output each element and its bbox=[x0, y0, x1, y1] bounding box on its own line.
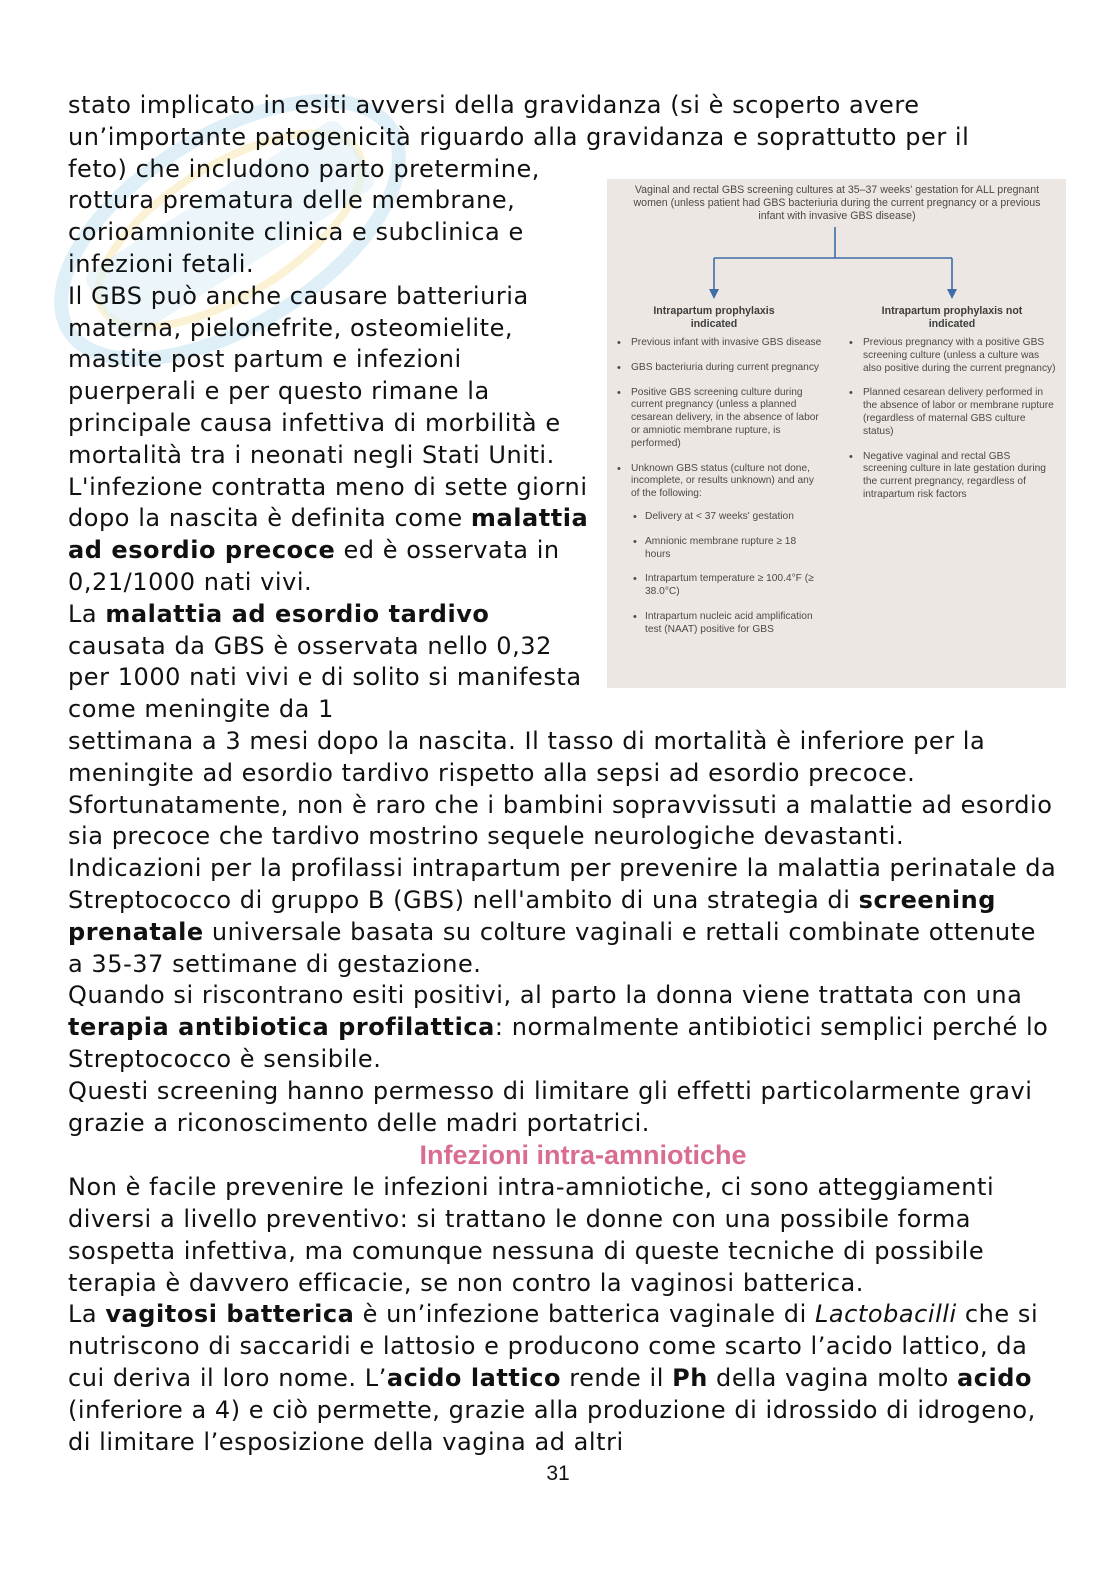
figure-top-text: Vaginal and rectal GBS screening cultures at 35–37 weeks' gestation for ALL pregnant women (unless patient had GBS bacteriuria during the current pregnancy or a previous infant with invasive GBS disease) bbox=[633, 184, 1041, 222]
sub-list-item: • Intrapartum nucleic acid amplification test (NAAT) positive for GBS bbox=[631, 611, 823, 637]
paragraph bbox=[68, 90, 1058, 122]
paragraph: feto) che includono parto pretermine, rottura prematura delle membrane, corioamnionite clinica e subclinica e infezioni fetali. bbox=[68, 154, 540, 278]
list-item: • Previous pregnancy with a positive GBS screening culture (unless a culture was also positive during the current pregnancy) bbox=[847, 337, 1057, 375]
text-span: Quando si riscontrano esiti positivi, al parto la donna viene trattata con una bbox=[68, 981, 1023, 1010]
text-span: causata da GBS è osservata nello 0,32 per 1000 nati vivi e di solito si manifesta come meningite da 1 bbox=[68, 631, 582, 724]
text-span: : normalmente antibiotici semplici perché lo Streptococco è sensibile. bbox=[68, 1013, 1049, 1073]
list-item: • Planned cesarean delivery performed in the absence of labor or membrane rupture (regardless of maternal GBS culture status) bbox=[847, 387, 1057, 438]
bold-term: malattia ad esordio tardivo bbox=[105, 599, 490, 628]
paragraph: Questi screening hanno permesso di limitare gli effetti particolarmente gravi grazie a riconoscimento delle madri portatrici. bbox=[68, 1076, 1033, 1137]
section-heading: Infezioni intra-amniotiche bbox=[419, 1140, 747, 1171]
text-line: un’importante patogenicità riguardo alla gravidanza e soprattutto per il bbox=[68, 122, 970, 151]
list-item bbox=[615, 463, 823, 637]
paragraph bbox=[68, 1299, 1058, 1458]
text-line: stato implicato in esiti avversi della gravidanza (si è scoperto avere bbox=[68, 91, 920, 119]
sub-list-item: • Delivery at < 37 weeks' gestation bbox=[631, 511, 823, 524]
sub-list-item: • Amnionic membrane rupture ≥ 18 hours bbox=[631, 536, 823, 562]
text-span: rende il bbox=[561, 1364, 673, 1393]
list-item: • Positive GBS screening culture during current pregnancy (unless a planned cesarean delivery, in the absence of labor or amniotic membrane rupture, is performed) bbox=[615, 387, 823, 451]
bold-term: malattia ad esordio precoce bbox=[68, 504, 589, 565]
text-span: della vagina molto bbox=[707, 1364, 957, 1393]
text-span: è un’infezione batterica vaginale di bbox=[354, 1300, 815, 1329]
left-column-list bbox=[615, 337, 823, 649]
list-item: • GBS bacteriuria during current pregnancy bbox=[615, 362, 823, 375]
paragraph: Il GBS può anche causare batteriuria materna, pielonefrite, osteomielite, mastite post partum e infezioni puerperali e per questo rimane la principale causa infettiva di morbilità e mortalità tra i neonati negli Stati Uniti. bbox=[68, 281, 561, 469]
paragraph bbox=[68, 980, 1058, 1075]
sub-list bbox=[631, 511, 823, 637]
paragraph: settimana a 3 mesi dopo la nascita. Il tasso di mortalità è inferiore per la meningite ad esordio tardivo rispetto alla sepsi ad esordio precoce. Sfortunatamente, non è raro che i bambini sopravvissuti a malattie ad esordio sia precoce che tardivo mostrino sequele neurologiche devastanti. bbox=[68, 726, 1053, 851]
paragraph: Non è facile prevenire le infezioni intra-amniotiche, ci sono atteggiamenti diversi a livello preventivo: si trattano le donne con una possibile forma sospetta infettiva, ma comunque nessuna di queste tecniche di possibile terapia è davvero efficacie, se non contro la vaginosi batterica. bbox=[68, 1173, 995, 1297]
bold-term: screening prenatale bbox=[68, 885, 997, 946]
text-span: La bbox=[68, 1300, 106, 1329]
text-span: ed è osservata in 0,21/1000 nati vivi. bbox=[68, 536, 560, 596]
bold-term: acido bbox=[957, 1364, 1033, 1393]
gbs-screening-figure bbox=[607, 179, 1066, 688]
list-item: • Previous infant with invasive GBS disease bbox=[615, 337, 823, 350]
text-span: che si nutriscono di saccaridi e lattosio e producono come scarto l’acido lattico, da cui deriva il loro nome. L’ bbox=[68, 1300, 1039, 1393]
sub-list-item: • Intrapartum temperature ≥ 100.4°F (≥ 38.0°C) bbox=[631, 573, 823, 599]
bold-term: terapia antibiotica profilattica bbox=[68, 1013, 495, 1042]
list-item: • Negative vaginal and rectal GBS screening culture in late gestation during the current pregnancy, regardless of intrapartum risk factors bbox=[847, 451, 1057, 502]
text-span: universale basata su colture vaginali e rettali combinate ottenute a 35-37 settimane di gestazione. bbox=[68, 917, 1036, 978]
bold-term: Ph bbox=[672, 1364, 708, 1393]
arrow-left-head-icon bbox=[709, 289, 719, 299]
left-column-heading: Intrapartum prophylaxis indicated bbox=[653, 305, 775, 330]
paragraph bbox=[68, 599, 593, 726]
list-item-text: Unknown GBS status (culture not done, incomplete, or results unknown) and any of the following: bbox=[631, 462, 814, 500]
arrow-right-head-icon bbox=[947, 289, 957, 299]
bold-term: vagitosi batterica bbox=[105, 1300, 355, 1329]
paragraph bbox=[68, 122, 1058, 154]
paragraph bbox=[68, 472, 593, 599]
right-column-list bbox=[847, 337, 1057, 514]
right-column-heading: Intrapartum prophylaxis not indicated bbox=[881, 305, 1023, 330]
page-number: 31 bbox=[546, 1462, 570, 1485]
italic-term: Lactobacilli bbox=[814, 1300, 957, 1329]
paragraph bbox=[68, 853, 1058, 980]
text-span: La bbox=[68, 599, 106, 628]
text-span: Indicazioni per la profilassi intrapartum per prevenire la malattia perinatale da Streptococco di gruppo B (GBS) nell'ambito di una strategia di bbox=[68, 854, 1057, 914]
text-span: (inferiore a 4) e ciò permette, grazie alla produzione di idrossido di idrogeno, di limitare l’esposizione della vagina ad altri bbox=[68, 1395, 1036, 1456]
text-span: L'infezione contratta meno di sette giorni dopo la nascita è definita come bbox=[68, 472, 588, 533]
bold-term: acido lattico bbox=[386, 1364, 562, 1393]
